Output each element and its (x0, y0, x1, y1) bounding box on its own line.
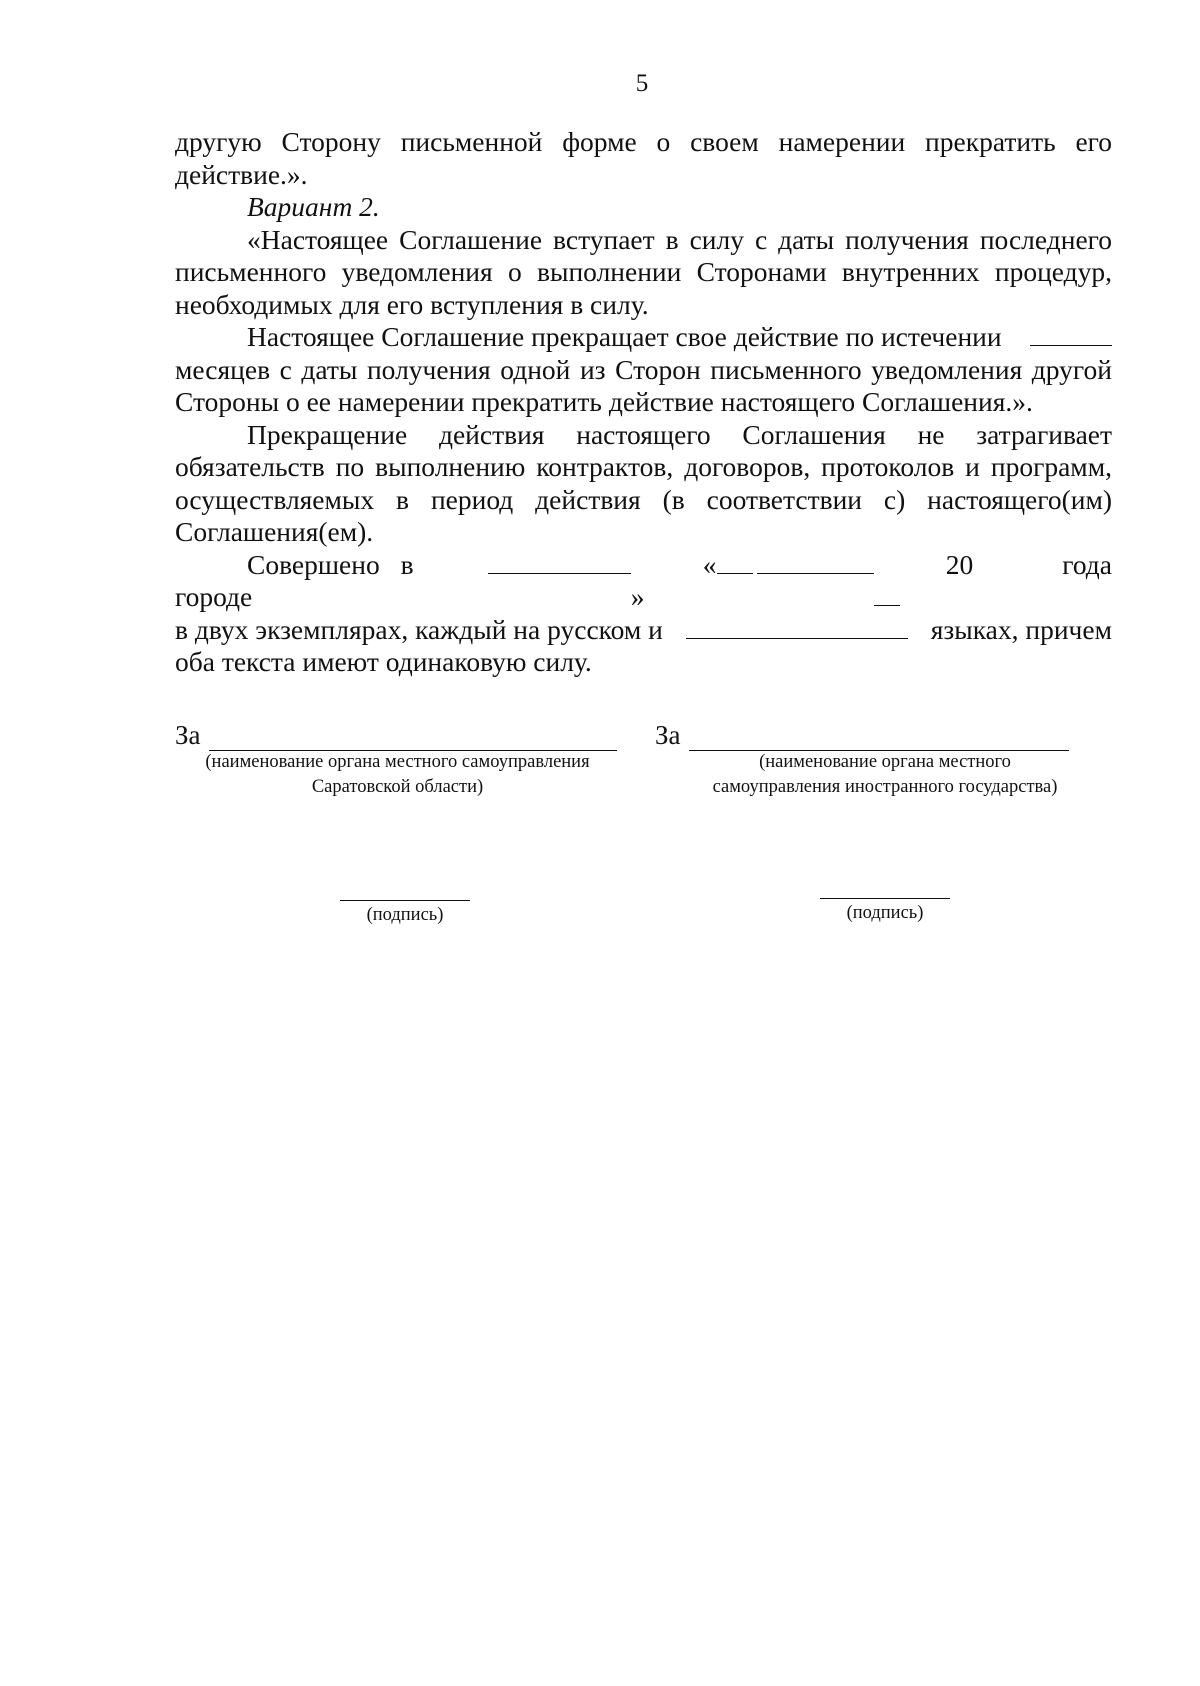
page-number: 5 (635, 70, 649, 97)
paragraph-line: осуществляемых в период действия (в соответствии с) настоящего(им) (175, 483, 1112, 515)
goda-text: года (1062, 548, 1112, 580)
left-signature-party (175, 720, 617, 751)
paragraph-line: другую Сторону письменной форме о своем намерении прекратить его (175, 126, 1112, 157)
paragraph-line (175, 614, 1112, 647)
party-name-line (209, 728, 617, 751)
date-quote (631, 549, 757, 614)
paragraph-line: Прекращение действия настоящего Соглашения не затрагивает (247, 418, 1112, 450)
termination-text: Настоящее Соглашение прекращает свое действие по истечении (247, 321, 1002, 352)
months-blank (1030, 325, 1112, 346)
caption-line: Саратовской области) (311, 777, 484, 797)
paragraph-line (175, 549, 1112, 614)
paragraph-line: Соглашения(ем). (175, 516, 374, 547)
caption-line: (наименование органа местного (759, 752, 1011, 772)
paragraph-line: письменного уведомления о выполнении Сторонами внутренних процедур, (175, 256, 1112, 287)
left-signature-line (340, 900, 470, 901)
quote-close: » (630, 581, 645, 612)
year-prefix: 20 (945, 548, 974, 580)
city-blank (488, 553, 631, 574)
za-label: За (175, 720, 201, 750)
paragraph-line: Стороны о ее намерении прекратить действие настоящего Соглашения.». (175, 386, 1033, 417)
day-blank (717, 553, 753, 574)
right-signature-line (820, 898, 950, 899)
caption-line: (наименование органа местного самоуправления (205, 752, 590, 772)
month-blank (757, 553, 874, 574)
languages-text: языках, причем (930, 613, 1112, 645)
paragraph-line: обязательств по выполнению контрактов, договоров, протоколов и программ, (175, 451, 1112, 482)
right-signature-party (655, 720, 1069, 751)
paragraph-line: месяцев с даты получения одной из Сторон письменного уведомления другой (175, 353, 1112, 385)
party-name-line (689, 728, 1069, 751)
paragraph-line: действие.». (175, 158, 308, 190)
year-field (874, 549, 991, 614)
done-in-city-text: Совершено в городе (175, 548, 414, 612)
copies-text: в двух экземплярах, каждый на русском и (175, 613, 663, 645)
left-signature-label: (подпись) (366, 905, 444, 925)
year-blank (874, 585, 900, 606)
right-party-caption (665, 750, 1105, 800)
language-blank (686, 618, 908, 639)
paragraph-line: необходимых для его вступления в силу. (175, 288, 649, 320)
variant-heading: Вариант 2. (247, 191, 380, 222)
caption-line: самоуправления иностранного государства) (712, 777, 1058, 797)
document-body (175, 126, 1112, 679)
paragraph-line: «Настоящее Соглашение вступает в силу с даты получения последнего (247, 223, 1112, 255)
za-label: За (655, 720, 681, 750)
left-party-caption (180, 750, 615, 800)
paragraph-line (175, 321, 1112, 354)
right-signature-label: (подпись) (846, 903, 924, 923)
quote-open: « (702, 548, 717, 580)
paragraph-line: оба текста имеют одинаковую силу. (175, 646, 592, 677)
